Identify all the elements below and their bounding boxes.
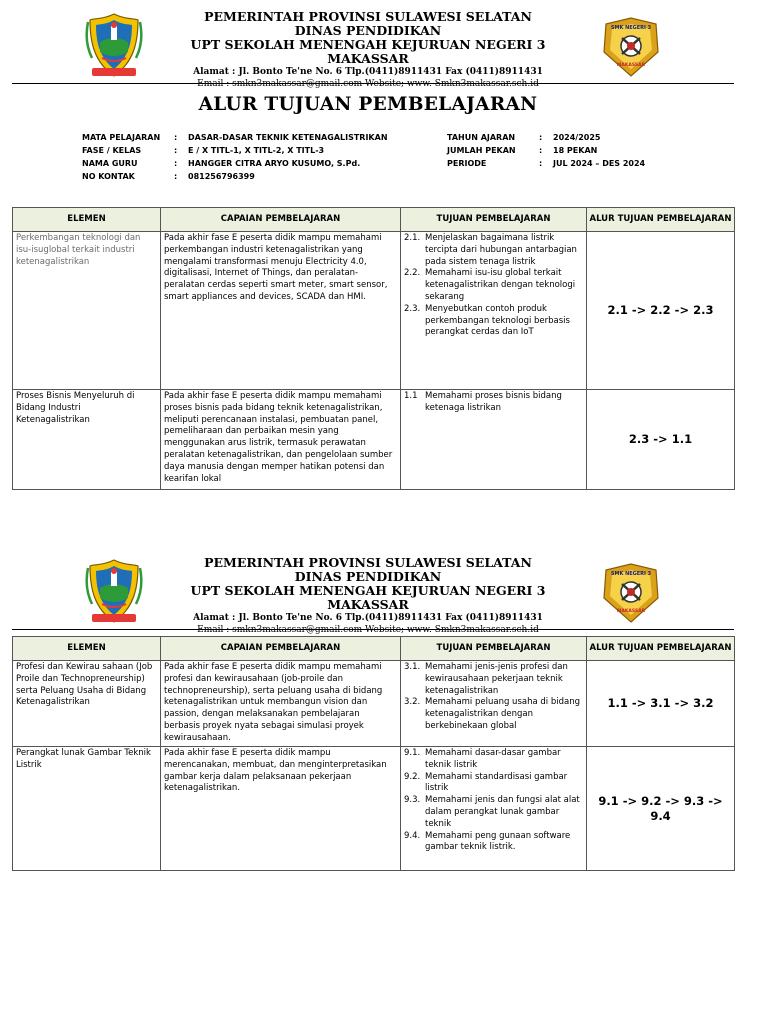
school-logo-bottom-text: MAKASSAR [616,63,646,68]
table-row [13,232,735,390]
info-key: MATA PELAJARAN [82,133,161,142]
alur-cell: 9.1 -> 9.2 -> 9.3 -> 9.4 [587,747,735,871]
tujuan-cell: 1.1 Memahami proses bisnis bidang ketenaga listrikan [401,390,587,490]
letterhead-school: UPT SEKOLAH MENENGAH KEJURUAN NEGERI 3 MAKASSAR [190,583,546,612]
letterhead-agency: DINAS PENDIDIKAN [294,23,442,38]
school-logo-bottom-text: MAKASSAR [616,609,646,614]
info-value: E / X TITL-1, X TITL-2, X TITL-3 [188,146,325,155]
letterhead-government: PEMERINTAH PROVINSI SULAWESI SELATAN [204,9,532,24]
table-row [13,390,735,490]
header-elemen: ELEMEN [13,637,161,661]
letterhead-divider [12,629,734,630]
school-logo-top-text: SMK NEGERI 3 [610,25,652,31]
capaian-cell: Pada akhir fase E peserta didik mampu memahami perkembangan industri ketenagalistrikan yang mengalami transformasi menuju Electricity 4.0, digitalisasi, Internet of Things, dan peralatan-peralatan cerdas seperti smart meter, smart sensor, smart appliances and devices, SCADA dan HMI. [161,232,401,390]
letterhead-divider [12,83,734,84]
provincial-emblem-icon [84,12,144,78]
elemen-cell: Proses Bisnis Menyeluruh di Bidang Industri Ketenagalistrikan [13,390,161,490]
elemen-cell: Perkembangan teknologi dan isu-isuglobal terkait industri ketenagalistrikan [13,232,161,390]
info-value: 081256796399 [188,172,255,181]
info-key: PERIODE [447,159,487,168]
info-value: HANGGER CITRA ARYO KUSUMO, S.Pd. [188,159,361,168]
alur-cell: 1.1 -> 3.1 -> 3.2 [587,661,735,747]
header-tujuan: TUJUAN PEMBELAJARAN [401,208,587,232]
capaian-cell: Pada akhir fase E peserta didik mampu memahami proses bisnis pada bidang teknik ketenagalistrikan, meliputi perencanaan instalasi, pembuatan panel, pemeliharaan dan perbaikan mesin yang menggunakan arus listrik, termasuk perawatan peralatan ketenagalistrikan, dan pengelolaan sumber daya manusia dengan memper hatikan potensi dan kearifan lokal [161,390,401,490]
letterhead-address: Alamat : Jl. Bonto Te'ne No. 6 Tlp.(0411)8911431 Fax (0411)8911431 [193,613,543,623]
letterhead-address: Alamat : Jl. Bonto Te'ne No. 6 Tlp.(0411)8911431 Fax (0411)8911431 [193,67,543,77]
elemen-cell: Perangkat lunak Gambar Teknik Listrik [13,747,161,871]
school-logo-top-text: SMK NEGERI 3 [610,571,652,577]
atp-table-page-1 [12,207,735,490]
letterhead-page-1 [0,9,768,89]
school-logo-icon [600,16,662,78]
alur-cell: 2.3 -> 1.1 [587,390,735,490]
info-key: NAMA GURU [82,159,138,168]
header-elemen: ELEMEN [13,208,161,232]
header-capaian: CAPAIAN PEMBELAJARAN [161,637,401,661]
capaian-cell: Pada akhir fase E peserta didik mampu memahami profesi dan kewirausahaan (job-proile dan technopreneurship), serta peluang usaha di bidang ketenagalistrikan untuk membangun vision dan passion, dengan melaksanakan pembelajaran berbasis proyek nyata sebagai simulasi proyek kewirausahaan. [161,661,401,747]
info-right: TAHUN AJARAN : 2024/2025 JUMLAH PEKAN : 18 PEKAN PERIODE : JUL 2024 – DES 2024 [447,133,646,168]
header-tujuan: TUJUAN PEMBELAJARAN [401,637,587,661]
tujuan-cell: 3.1. Memahami jenis-jenis profesi dan kewirausahaan pekerjaan teknik ketenagalistrikan 3.2. Memahami peluang usaha di bidang ketenagalistrikan dengan berkebinekaan global [401,661,587,747]
alur-cell: 2.1 -> 2.2 -> 2.3 [587,232,735,390]
table-row [13,661,735,747]
info-left: MATA PELAJARAN : DASAR-DASAR TEKNIK KETENAGALISTRIKAN FASE / KELAS : E / X TITL-1, X TITL-2, X TITL-3 NAMA GURU : HANGGER CITRA ARYO KUSUMO, S.Pd. NO KONTAK : 081256796399 [82,133,388,181]
letterhead-contact: Email : smkn3makassar@gmail.com Website; www. Smkn3makassar.sch.id [197,625,539,635]
atp-table-page-2 [12,636,735,871]
info-key: JUMLAH PEKAN [447,146,516,155]
tujuan-cell: 2.1. Menjelaskan bagaimana listrik tercipta dari hubungan antarbagian pada sistem tenaga listrik 2.2. Memahami isu-isu global terkait ketenagalistrikan dengan teknologi sekarang 2.3. Menyebutkan contoh produk perkembangan teknologi berbasis perangkat cerdas dan IoT [401,232,587,390]
tujuan-cell: 9.1. Memahami dasar-dasar gambar teknik listrik 9.2. Memahami standardisasi gambar listrik 9.3. Memahami jenis dan fungsi alat alat dalam perangkat lunak gambar teknik 9.4. Memahami peng gunaan software gambar teknik listrik. [401,747,587,871]
info-value: JUL 2024 – DES 2024 [553,159,646,168]
info-key: FASE / KELAS [82,146,142,155]
letterhead-agency: DINAS PENDIDIKAN [294,569,442,584]
letterhead-school: UPT SEKOLAH MENENGAH KEJURUAN NEGERI 3 MAKASSAR [190,37,546,66]
letterhead-page-2 [0,555,768,635]
info-key: TAHUN AJARAN [447,133,516,142]
school-logo-icon [600,562,662,624]
info-key: NO KONTAK [82,172,135,181]
table-row [13,747,735,871]
info-value: 2024/2025 [553,133,601,142]
info-value: DASAR-DASAR TEKNIK KETENAGALISTRIKAN [188,133,388,142]
document-title: ALUR TUJUAN PEMBELAJARAN [198,94,538,115]
letterhead-contact: Email : smkn3makassar@gmail.com Website; www. Smkn3makassar.sch.id [197,79,539,89]
info-value: 18 PEKAN [553,146,598,155]
letterhead-government: PEMERINTAH PROVINSI SULAWESI SELATAN [204,555,532,570]
elemen-cell: Profesi dan Kewirau sahaan (Job Proile dan Technopreneurship) serta Peluang Usaha di Bidang Ketenagalistrikan [13,661,161,747]
provincial-emblem-icon [84,558,144,624]
header-alur: ALUR TUJUAN PEMBELAJARAN [587,208,735,232]
header-alur: ALUR TUJUAN PEMBELAJARAN [587,637,735,661]
capaian-cell: Pada akhir fase E peserta didik mampu merencanakan, membuat, dan menginterpretasikan gambar kerja dalam pelaksanaan pekerjaan ketenagalistrikan. [161,747,401,871]
header-capaian: CAPAIAN PEMBELAJARAN [161,208,401,232]
